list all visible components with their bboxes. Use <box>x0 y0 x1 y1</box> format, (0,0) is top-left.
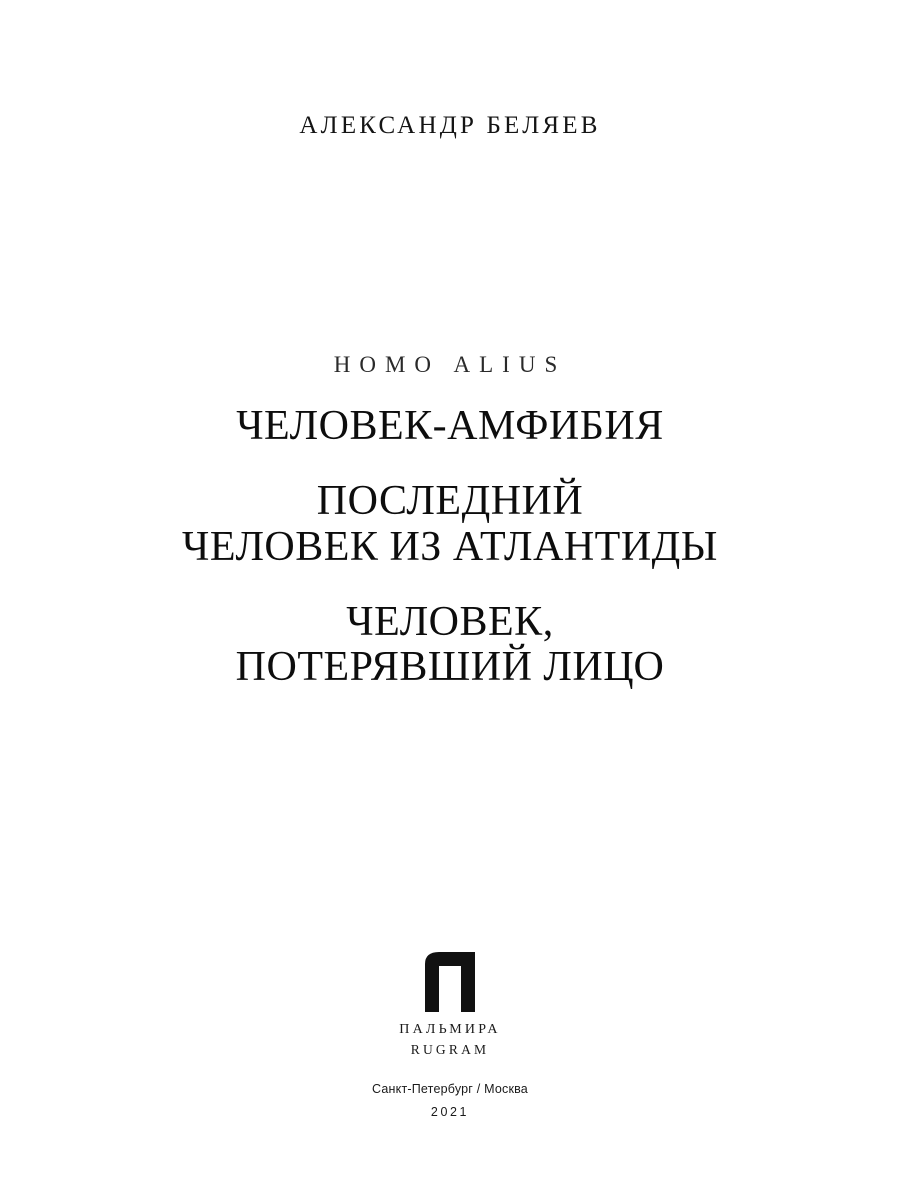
publisher-name-ru: ПАЛЬМИРА <box>399 1022 501 1037</box>
book-title-3-line-1: ЧЕЛОВЕК, <box>346 599 554 646</box>
book-title-2 <box>70 479 830 570</box>
author-name: АЛЕКСАНДР БЕЛЯЕВ <box>299 112 601 139</box>
titles-group <box>70 404 830 691</box>
book-title-2-line-1: ПОСЛЕДНИЙ <box>316 478 584 525</box>
book-title-1 <box>70 404 830 449</box>
series-name: HOMO ALIUS <box>333 352 567 377</box>
publisher-block <box>0 950 900 1119</box>
publication-year: 2021 <box>430 1105 470 1119</box>
book-title-3 <box>70 600 830 691</box>
publisher-name-latin: RUGRAM <box>410 1042 490 1057</box>
book-title-2-line-2: ЧЕЛОВЕК ИЗ АТЛАНТИДЫ <box>182 523 718 570</box>
palmyra-arch-icon <box>419 950 481 1012</box>
publisher-cities: Санкт-Петербург / Москва <box>372 1082 528 1096</box>
book-title-3-line-2: ПОТЕРЯВШИЙ ЛИЦО <box>235 644 665 691</box>
book-title-1-line-1: ЧЕЛОВЕК-АМФИБИЯ <box>236 403 664 449</box>
